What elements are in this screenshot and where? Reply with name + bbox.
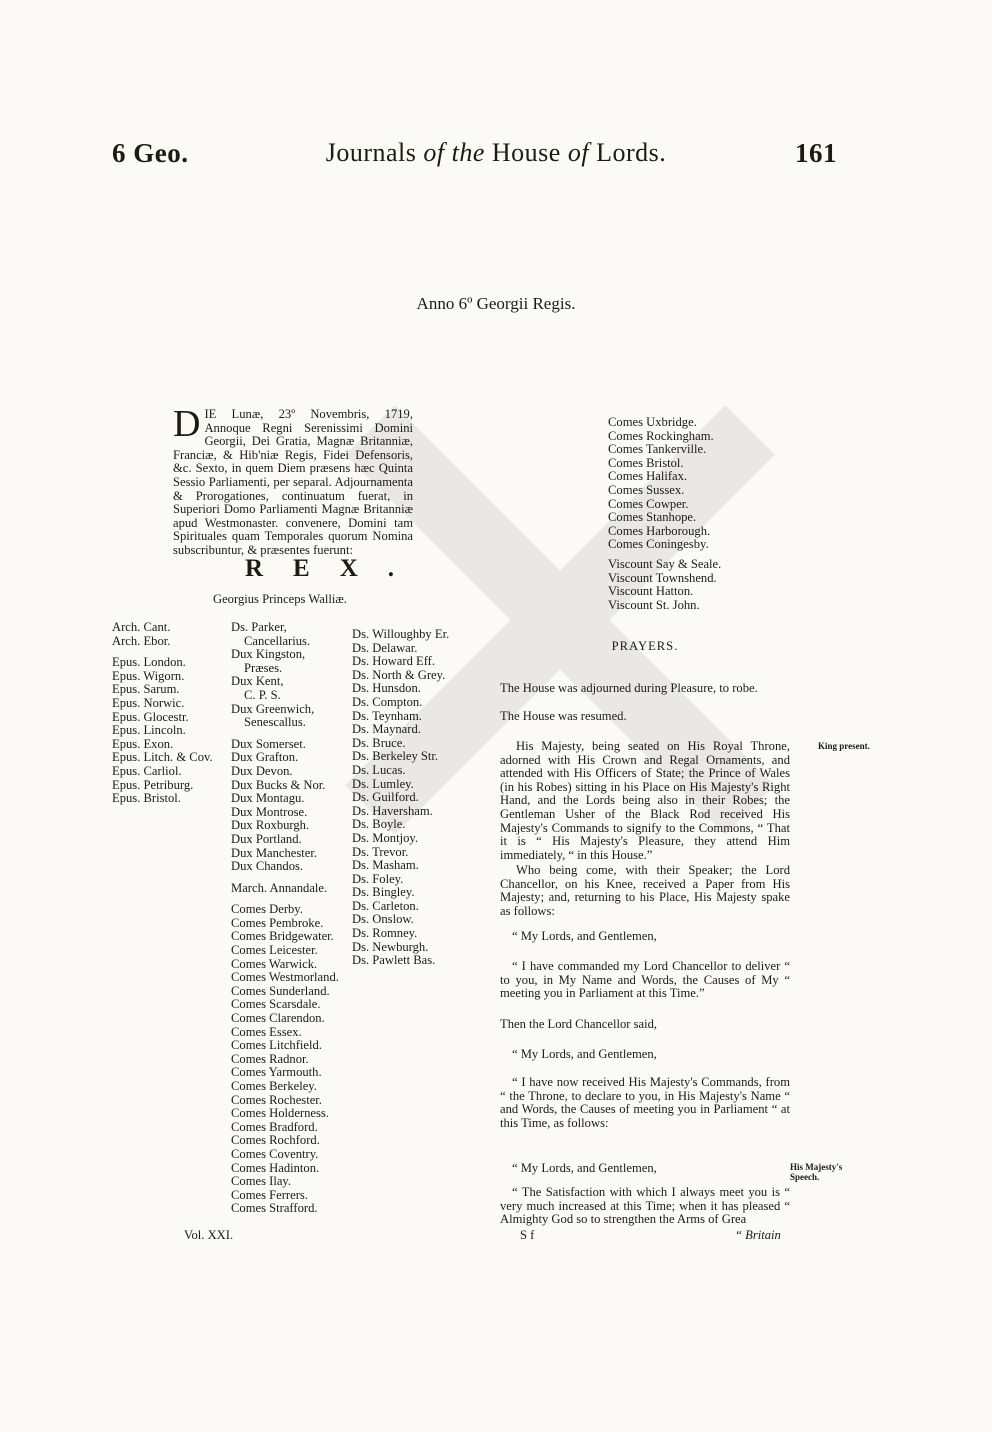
- earl-entry: Comes Halifax.: [608, 469, 688, 484]
- earl-entry: Comes Strafford.: [231, 1201, 318, 1216]
- bishop-entry: Epus. Bristol.: [112, 791, 181, 806]
- duke-entry: Dux Montrose.: [231, 804, 308, 819]
- earl-entry: Comes Coventry.: [231, 1146, 319, 1161]
- baron-entry: Ds. Hunsdon.: [352, 681, 421, 696]
- bishop-entry: Epus. London.: [112, 655, 186, 670]
- prayers-heading: PRAYERS.: [611, 639, 679, 653]
- earl-entry: Comes Harborough.: [608, 523, 711, 538]
- paragraph-received-commands: “ I have now received His Majesty's Commands, from “ the Throne, to declare to you, in His Majesty's Name “ and Words, the Causes of meeting you in Parliament “ at this Time, as follows:: [500, 1075, 790, 1130]
- paragraph-majesty-seated: His Majesty, being seated on His Royal Throne, adorned with His Crown and Regal Ornaments, and attended with His Officers of State; the Prince of Wales (in his Robes) sitting in his Place on His Majesty's Right Hand, and the Lords being also in their Robes; the Gentleman Usher of the Black Rod received His Majesty's Commands to signify to the Commons, “ That it is “ His Majesty's Pleasure, they attend Him immediately, “ in this House.”: [500, 739, 790, 862]
- earl-entry: Comes Warwick.: [231, 956, 318, 971]
- earl-entry: Comes Essex.: [231, 1024, 302, 1039]
- baron-entry: Ds. North & Grey.: [352, 667, 446, 682]
- earl-entry: Comes Uxbridge.: [608, 415, 697, 429]
- duke-entry: Dux Montagu.: [231, 791, 305, 806]
- baron-entry: Ds. Romney.: [352, 926, 418, 941]
- princeps-line: Georgius Princeps Walliæ.: [213, 592, 347, 606]
- bishop-entry: Epus. Litch. & Cov.: [112, 750, 213, 765]
- earl-entry: Comes Sunderland.: [231, 983, 330, 998]
- preamble-text: IE Lunæ, 23º Novembris, 1719, Annoque Regni Serenissimi Domini Georgii, Dei Gratia, Magnæ Britanniæ, Franciæ, & Hib'niæ Regis, Fidei Defensoris, &c. Sexto, in quem Diem præsens hæc Quinta Sessio Parliamenti, per separal. Adjournamenta & Prorogationes, continuatum fuerat, in Superiori Domo Parliamenti Magnæ Britanniæ apud Westmonaster. convenere, Domini tam Spirituales quam Temporales quorum Nomina subscribuntur, & præsentes fuerunt:: [173, 407, 413, 557]
- earl-entry: Comes Cowper.: [608, 496, 689, 511]
- baron-entry: Ds. Teynham.: [352, 708, 422, 723]
- baron-entry: Ds. Lumley.: [352, 776, 414, 791]
- baron-entry: Ds. Pawlett Bas.: [352, 953, 436, 968]
- bishop-entry: Epus. Carliol.: [112, 763, 182, 778]
- baron-entry: Ds. Bruce.: [352, 735, 406, 750]
- earl-entry: Comes Scarsdale.: [231, 997, 321, 1012]
- earl-entry: Comes Bradford.: [231, 1119, 318, 1134]
- earl-entry: Comes Bridgewater.: [231, 929, 334, 944]
- earl-entry: Comes Stanhope.: [608, 510, 697, 525]
- salutation: “ My Lords, and Gentlemen,: [512, 1047, 657, 1061]
- officer-title: Senescallus.: [244, 715, 306, 730]
- baron-entry: Ds. Montjoy.: [352, 830, 419, 845]
- running-head-title: [0, 138, 992, 168]
- duke-entry: Dux Bucks & Nor.: [231, 777, 326, 792]
- title-journals: Journals: [325, 138, 417, 167]
- duke-entry: Dux Roxburgh.: [231, 818, 310, 833]
- duke-entry: Dux Portland.: [231, 831, 302, 846]
- archbishop-entry: Arch. Ebor.: [112, 633, 171, 648]
- earl-entry: Comes Ferrers.: [231, 1187, 308, 1202]
- earl-entry: Comes Leicester.: [231, 943, 318, 958]
- column-earls-viscounts: [608, 416, 721, 612]
- baron-entry: Ds. Onslow.: [352, 912, 414, 927]
- baron-entry: Ds. Lucas.: [352, 762, 406, 777]
- baron-entry: Ds. Boyle.: [352, 817, 406, 832]
- earl-entry: Comes Rochford.: [231, 1133, 320, 1148]
- title-lords: Lords.: [596, 138, 667, 167]
- officer-title: Cancellarius.: [244, 633, 311, 648]
- bishop-entry: Epus. Sarum.: [112, 682, 180, 697]
- earl-entry: Comes Westmorland.: [231, 970, 339, 985]
- baron-entry: Ds. Willoughby Er.: [352, 627, 450, 641]
- paragraph-commons-come: Who being come, with their Speaker; the Lord Chancellor, on his Knee, received a Paper from His Majesty; and, returning to his Place, His Majesty spake as follows:: [500, 863, 790, 918]
- salutation: “ My Lords, and Gentlemen,: [512, 929, 657, 943]
- title-the: the: [451, 138, 485, 167]
- volume-number: Vol. XXI.: [184, 1228, 234, 1242]
- earl-entry: Comes Hadinton.: [231, 1160, 320, 1175]
- earl-entry: Comes Bristol.: [608, 455, 684, 470]
- officer-entry: Ds. Parker,: [231, 620, 287, 634]
- salutation: “ My Lords, and Gentlemen,: [512, 1161, 657, 1175]
- baron-entry: Ds. Masham.: [352, 858, 419, 873]
- earl-entry: Comes Litchfield.: [231, 1038, 322, 1053]
- earl-entry: Comes Ilay.: [231, 1174, 292, 1189]
- preamble-dropcap: D: [173, 403, 201, 445]
- bishop-entry: Epus. Norwic.: [112, 695, 185, 710]
- chancellor-said: Then the Lord Chancellor said,: [500, 1017, 658, 1031]
- signature-mark: S f: [520, 1228, 535, 1242]
- viscount-entry: Viscount Hatton.: [608, 584, 694, 599]
- archbishop-entry: Arch. Cant.: [112, 620, 171, 634]
- baron-entry: Ds. Foley.: [352, 871, 404, 886]
- baron-entry: Ds. Newburgh.: [352, 939, 429, 954]
- margin-note-speech-line1: His Majesty's: [790, 1162, 843, 1172]
- margin-note-speech-line2: Speech.: [790, 1172, 820, 1182]
- bishop-entry: Epus. Petriburg.: [112, 777, 194, 792]
- baron-entry: Ds. Bingley.: [352, 885, 415, 900]
- earl-entry: Comes Coningesby.: [608, 537, 709, 552]
- duke-entry: Dux Somerset.: [231, 736, 306, 751]
- margin-note-speech: [790, 1162, 842, 1182]
- column-barons: [352, 628, 449, 968]
- officer-entry: Dux Kent,: [231, 674, 284, 689]
- bishop-entry: Epus. Exon.: [112, 736, 174, 751]
- baron-entry: Ds. Maynard.: [352, 722, 421, 737]
- marquess-entry: March. Annandale.: [231, 880, 328, 895]
- officer-title: Præses.: [244, 660, 283, 675]
- duke-entry: Dux Chandos.: [231, 859, 304, 874]
- earl-entry: Comes Tankerville.: [608, 442, 707, 457]
- earl-entry: Comes Derby.: [231, 902, 303, 917]
- column-spiritual-lords: [112, 621, 213, 806]
- earl-entry: Comes Berkeley.: [231, 1079, 317, 1093]
- duke-entry: Dux Devon.: [231, 763, 293, 778]
- bishop-entry: Epus. Wigorn.: [112, 668, 185, 683]
- preamble: [173, 403, 413, 558]
- baron-entry: Ds. Compton.: [352, 694, 423, 709]
- earl-entry: Comes Holderness.: [231, 1106, 329, 1121]
- baron-entry: Ds. Haversham.: [352, 803, 433, 818]
- bishop-entry: Epus. Lincoln.: [112, 723, 186, 738]
- rex-heading: REX.: [245, 555, 425, 582]
- running-head-left: 6 Geo.: [112, 138, 189, 168]
- duke-entry: Dux Grafton.: [231, 750, 299, 765]
- paragraph-satisfaction: “ The Satisfaction with which I always meet you is “ very much increased at this Time; when it has pleased “ Almighty God so to strengthen the Arms of Grea: [500, 1185, 790, 1227]
- earl-entry: Comes Pembroke.: [231, 915, 324, 930]
- session-title: Anno 6º Georgii Regis.: [416, 294, 576, 313]
- officer-entry: Dux Greenwich,: [231, 701, 315, 716]
- officer-title: C. P. S.: [244, 687, 281, 702]
- catchword: “ Britain: [735, 1228, 781, 1242]
- baron-entry: Ds. Trevor.: [352, 844, 409, 859]
- paragraph-commanded: “ I have commanded my Lord Chancellor to deliver “ to you, in My Name and Words, the Causes of My “ meeting you in Parliament at this Time.”: [500, 959, 790, 1001]
- viscount-entry: Viscount St. John.: [608, 597, 700, 612]
- title-house: House: [491, 138, 561, 167]
- baron-entry: Ds. Howard Eff.: [352, 654, 436, 669]
- adjourned-line: The House was adjourned during Pleasure, to robe.: [500, 681, 758, 695]
- title-of-1: of: [423, 138, 445, 167]
- page-number: 161: [795, 138, 837, 168]
- earl-entry: Comes Rochester.: [231, 1092, 322, 1107]
- title-of-2: of: [567, 138, 590, 167]
- viscount-entry: Viscount Say & Seale.: [608, 556, 722, 571]
- margin-note-king: King present.: [818, 741, 870, 751]
- earl-entry: Comes Sussex.: [608, 482, 685, 497]
- resumed-line: The House was resumed.: [500, 709, 627, 723]
- bishop-entry: Epus. Glocestr.: [112, 709, 189, 724]
- baron-entry: Ds. Delawar.: [352, 640, 418, 655]
- officer-entry: Dux Kingston,: [231, 647, 306, 662]
- baron-entry: Ds. Carleton.: [352, 898, 419, 913]
- column-dukes-earls: [231, 621, 339, 1216]
- earl-entry: Comes Yarmouth.: [231, 1065, 322, 1080]
- baron-entry: Ds. Guilford.: [352, 790, 419, 805]
- viscount-entry: Viscount Townshend.: [608, 570, 717, 585]
- duke-entry: Dux Manchester.: [231, 845, 318, 860]
- earl-entry: Comes Clarendon.: [231, 1011, 325, 1026]
- earl-entry: Comes Radnor.: [231, 1051, 309, 1066]
- baron-entry: Ds. Berkeley Str.: [352, 749, 439, 764]
- earl-entry: Comes Rockingham.: [608, 428, 714, 443]
